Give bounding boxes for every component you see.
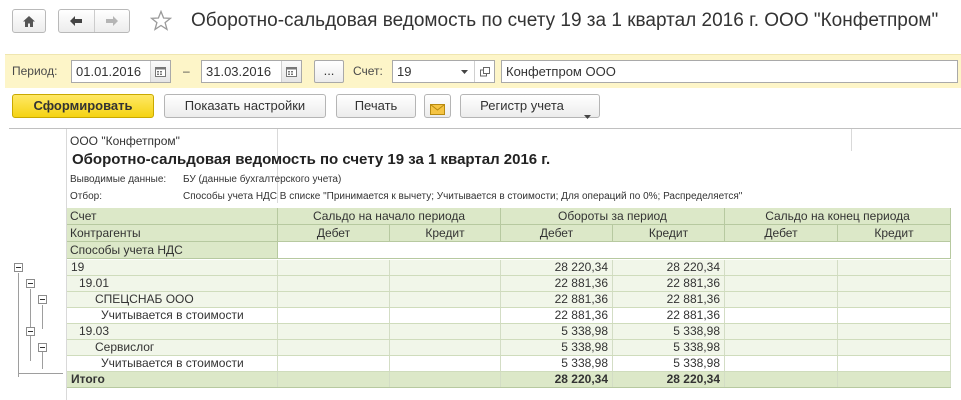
header-closing-credit: Кредит bbox=[838, 225, 951, 242]
filter-value: Способы учета НДС В списке "Принимается к вычету; Учитывается в стоимости; Для операций по 0%; Распределяется" bbox=[183, 191, 743, 202]
turnover-credit: 5 338,98 bbox=[613, 340, 725, 355]
total-label: Итого bbox=[67, 372, 278, 387]
row-name: 19.03 bbox=[67, 324, 278, 339]
turnover-debit: 22 881,36 bbox=[501, 276, 613, 291]
row-name: Учитывается в стоимости bbox=[67, 308, 278, 323]
output-value: БУ (данные бухгалтерского учета) bbox=[183, 174, 342, 185]
row-name: СПЕЦСНАБ ООО bbox=[67, 292, 278, 307]
report-title: Оборотно-сальдовая ведомость по счету 19 за 1 квартал 2016 г. bbox=[72, 151, 551, 168]
table-row[interactable] bbox=[67, 340, 951, 356]
tree-line bbox=[42, 305, 43, 329]
period-select-button[interactable]: ... bbox=[314, 60, 344, 83]
period-label: Период: bbox=[12, 64, 58, 78]
tree-line bbox=[18, 373, 63, 374]
account-label: Счет: bbox=[353, 64, 383, 78]
table-row[interactable] bbox=[67, 276, 951, 292]
envelope-icon bbox=[430, 100, 445, 122]
tree-collapse-icon[interactable] bbox=[14, 263, 23, 272]
turnover-debit: 5 338,98 bbox=[501, 356, 613, 371]
send-mail-button[interactable] bbox=[424, 94, 451, 118]
turnover-debit: 5 338,98 bbox=[501, 324, 613, 339]
tree-collapse-icon[interactable] bbox=[26, 279, 35, 288]
header-turnover-credit: Кредит bbox=[613, 225, 725, 242]
turnover-credit: 28 220,34 bbox=[613, 260, 725, 275]
date-from-field[interactable] bbox=[71, 60, 171, 83]
history-nav bbox=[58, 9, 130, 33]
star-icon[interactable] bbox=[150, 10, 172, 35]
row-name: 19 bbox=[67, 260, 278, 275]
header-vat-methods: Способы учета НДС bbox=[67, 242, 278, 259]
table-row[interactable] bbox=[67, 324, 951, 340]
tree-collapse-icon[interactable] bbox=[38, 343, 47, 352]
organization-field[interactable] bbox=[501, 60, 958, 83]
header-turnover: Обороты за период bbox=[501, 208, 725, 225]
report-area[interactable] bbox=[9, 128, 961, 400]
tree-line bbox=[18, 273, 19, 377]
turnover-debit: 22 881,36 bbox=[501, 292, 613, 307]
tree-collapse-icon[interactable] bbox=[26, 327, 35, 336]
tree-collapse-icon[interactable] bbox=[38, 295, 47, 304]
table-row[interactable] bbox=[67, 260, 951, 276]
register-label: Регистр учета bbox=[480, 98, 564, 113]
filter-label: Отбор: bbox=[70, 191, 102, 202]
table-row[interactable] bbox=[67, 292, 951, 308]
account-field[interactable] bbox=[392, 60, 495, 83]
account-value: 19 bbox=[397, 64, 412, 79]
turnover-credit: 22 881,36 bbox=[613, 308, 725, 323]
generate-button[interactable]: Сформировать bbox=[12, 94, 154, 118]
calendar-icon[interactable] bbox=[150, 61, 170, 82]
total-turnover-debit: 28 220,34 bbox=[501, 372, 613, 387]
calendar-icon[interactable] bbox=[281, 61, 301, 82]
row-name: Сервислог bbox=[67, 340, 278, 355]
header-opening-balance: Сальдо на начало периода bbox=[278, 208, 501, 225]
row-name: Учитывается в стоимости bbox=[67, 356, 278, 371]
organization-value: Конфетпром ООО bbox=[506, 64, 616, 79]
turnover-credit: 5 338,98 bbox=[613, 356, 725, 371]
header-account: Счет bbox=[67, 208, 278, 225]
chevron-down-icon bbox=[584, 104, 591, 126]
arrow-left-icon bbox=[69, 15, 83, 27]
header-turnover-debit: Дебет bbox=[501, 225, 613, 242]
header-spacer bbox=[278, 242, 951, 259]
turnover-credit: 22 881,36 bbox=[613, 292, 725, 307]
tree-line bbox=[30, 289, 31, 361]
turnover-debit: 22 881,36 bbox=[501, 308, 613, 323]
register-button[interactable] bbox=[460, 94, 600, 118]
grid-line bbox=[851, 129, 852, 151]
open-icon[interactable] bbox=[474, 61, 494, 82]
title-bar bbox=[0, 0, 961, 46]
header-contractors: Контрагенты bbox=[67, 225, 278, 242]
home-icon bbox=[22, 15, 36, 28]
date-to-value: 31.03.2016 bbox=[206, 64, 272, 79]
date-from-value: 01.01.2016 bbox=[76, 64, 142, 79]
table-row[interactable] bbox=[67, 356, 951, 372]
turnover-debit: 28 220,34 bbox=[501, 260, 613, 275]
header-opening-credit: Кредит bbox=[390, 225, 501, 242]
show-settings-button[interactable]: Показать настройки bbox=[164, 94, 326, 118]
date-to-field[interactable] bbox=[201, 60, 302, 83]
turnover-debit: 5 338,98 bbox=[501, 340, 613, 355]
row-name: 19.01 bbox=[67, 276, 278, 291]
header-closing-balance: Сальдо на конец периода bbox=[725, 208, 951, 225]
print-button[interactable]: Печать bbox=[336, 94, 416, 118]
output-label: Выводимые данные: bbox=[70, 174, 167, 185]
arrow-right-icon bbox=[105, 15, 119, 27]
period-dash: – bbox=[183, 64, 190, 78]
table-row[interactable] bbox=[67, 308, 951, 324]
parameters-panel bbox=[5, 54, 961, 88]
chevron-down-icon[interactable] bbox=[454, 61, 474, 82]
window-title: Оборотно-сальдовая ведомость по счету 19 за 1 квартал 2016 г. ООО "Конфетпром" bbox=[191, 10, 939, 31]
forward-button[interactable] bbox=[94, 10, 130, 32]
total-row[interactable] bbox=[67, 372, 951, 388]
back-button[interactable] bbox=[59, 10, 94, 32]
home-button[interactable] bbox=[12, 9, 46, 33]
report-organization: ООО "Конфетпром" bbox=[70, 134, 180, 148]
header-opening-debit: Дебет bbox=[278, 225, 390, 242]
total-turnover-credit: 28 220,34 bbox=[613, 372, 725, 387]
turnover-credit: 5 338,98 bbox=[613, 324, 725, 339]
turnover-credit: 22 881,36 bbox=[613, 276, 725, 291]
header-closing-debit: Дебет bbox=[725, 225, 838, 242]
